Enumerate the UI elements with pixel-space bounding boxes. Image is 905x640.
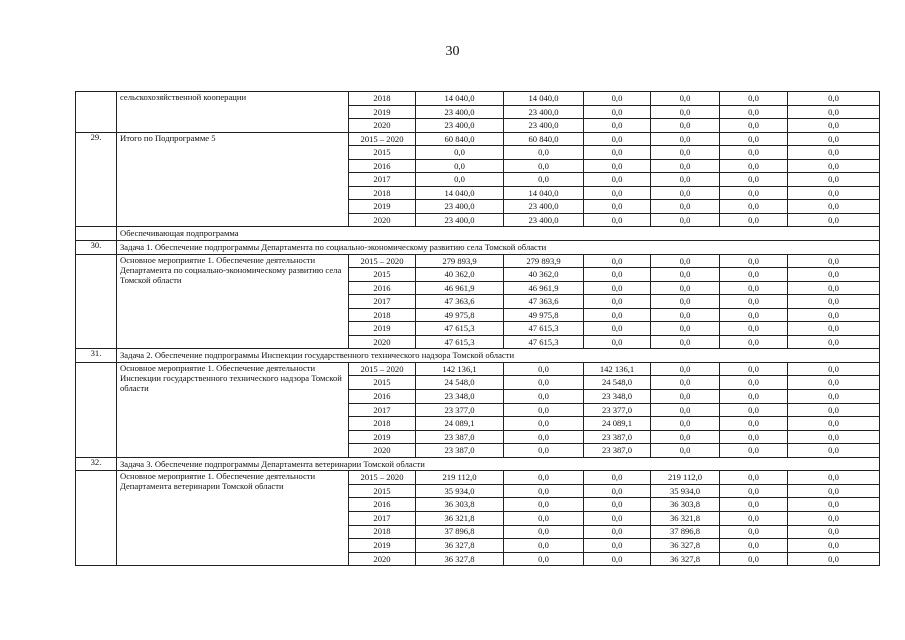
amount-cell: 0,0 — [584, 539, 651, 553]
amount-cell: 0,0 — [720, 146, 788, 160]
year-cell: 2015 — [349, 376, 416, 390]
amount-cell: 0,0 — [788, 471, 880, 485]
amount-cell: 0,0 — [504, 511, 584, 525]
amount-cell: 0,0 — [651, 119, 720, 133]
amount-cell: 0,0 — [788, 92, 880, 106]
amount-cell: 0,0 — [720, 362, 788, 376]
amount-cell: 279 893,9 — [504, 254, 584, 268]
amount-cell: 0,0 — [584, 525, 651, 539]
amount-cell: 0,0 — [584, 511, 651, 525]
amount-cell: 0,0 — [651, 308, 720, 322]
amount-cell: 24 548,0 — [584, 376, 651, 390]
amount-cell: 0,0 — [584, 335, 651, 349]
year-cell: 2015 — [349, 484, 416, 498]
year-cell: 2018 — [349, 308, 416, 322]
amount-cell: 0,0 — [720, 390, 788, 404]
amount-cell: 0,0 — [584, 92, 651, 106]
amount-cell: 0,0 — [651, 376, 720, 390]
year-cell: 2020 — [349, 444, 416, 458]
amount-cell: 36 327,8 — [651, 552, 720, 566]
row-number — [76, 471, 117, 566]
amount-cell: 0,0 — [788, 159, 880, 173]
amount-cell: 0,0 — [651, 295, 720, 309]
year-cell: 2018 — [349, 186, 416, 200]
amount-cell: 0,0 — [584, 213, 651, 227]
amount-cell: 0,0 — [584, 105, 651, 119]
amount-cell: 0,0 — [788, 417, 880, 431]
amount-cell: 0,0 — [504, 525, 584, 539]
amount-cell: 0,0 — [720, 254, 788, 268]
amount-cell: 23 400,0 — [504, 105, 584, 119]
amount-cell: 0,0 — [651, 105, 720, 119]
budget-table — [75, 91, 880, 566]
year-cell: 2018 — [349, 417, 416, 431]
amount-cell: 0,0 — [651, 417, 720, 431]
table-row — [76, 132, 880, 146]
amount-cell: 0,0 — [504, 498, 584, 512]
amount-cell: 0,0 — [504, 146, 584, 160]
amount-cell: 0,0 — [720, 308, 788, 322]
year-cell: 2017 — [349, 403, 416, 417]
year-cell: 2015 – 2020 — [349, 132, 416, 146]
amount-cell: 0,0 — [651, 362, 720, 376]
amount-cell: 0,0 — [504, 539, 584, 553]
year-cell: 2020 — [349, 119, 416, 133]
amount-cell: 0,0 — [720, 295, 788, 309]
amount-cell: 0,0 — [720, 498, 788, 512]
section-header-row — [76, 241, 880, 255]
year-cell: 2019 — [349, 200, 416, 214]
amount-cell: 0,0 — [788, 132, 880, 146]
amount-cell: 60 840,0 — [416, 132, 504, 146]
amount-cell: 0,0 — [504, 362, 584, 376]
amount-cell: 0,0 — [504, 552, 584, 566]
amount-cell: 0,0 — [788, 484, 880, 498]
amount-cell: 0,0 — [651, 254, 720, 268]
amount-cell: 0,0 — [651, 403, 720, 417]
amount-cell: 23 348,0 — [584, 390, 651, 404]
year-cell: 2019 — [349, 322, 416, 336]
amount-cell: 0,0 — [788, 105, 880, 119]
amount-cell: 0,0 — [584, 308, 651, 322]
year-cell: 2017 — [349, 511, 416, 525]
year-cell: 2015 – 2020 — [349, 362, 416, 376]
amount-cell: 14 040,0 — [504, 186, 584, 200]
amount-cell: 40 362,0 — [504, 268, 584, 282]
amount-cell: 0,0 — [651, 146, 720, 160]
amount-cell: 14 040,0 — [416, 186, 504, 200]
amount-cell: 0,0 — [720, 322, 788, 336]
amount-cell: 23 400,0 — [416, 119, 504, 133]
section-header-text: Задача 1. Обеспечение подпрограммы Департамента по социально-экономическому развитию села Томской области — [117, 241, 880, 255]
amount-cell: 0,0 — [584, 132, 651, 146]
amount-cell: 0,0 — [720, 200, 788, 214]
amount-cell: 36 327,8 — [416, 539, 504, 553]
amount-cell: 46 961,9 — [416, 281, 504, 295]
amount-cell: 0,0 — [720, 471, 788, 485]
amount-cell: 0,0 — [584, 254, 651, 268]
amount-cell: 35 934,0 — [651, 484, 720, 498]
amount-cell: 0,0 — [788, 173, 880, 187]
amount-cell: 47 615,3 — [416, 335, 504, 349]
amount-cell: 0,0 — [788, 539, 880, 553]
row-number: 30. — [76, 241, 117, 255]
amount-cell: 0,0 — [504, 430, 584, 444]
amount-cell: 0,0 — [788, 295, 880, 309]
amount-cell: 0,0 — [788, 376, 880, 390]
amount-cell: 14 040,0 — [504, 92, 584, 106]
amount-cell: 0,0 — [651, 335, 720, 349]
amount-cell: 0,0 — [788, 498, 880, 512]
amount-cell: 0,0 — [788, 362, 880, 376]
amount-cell: 0,0 — [504, 444, 584, 458]
year-cell: 2019 — [349, 430, 416, 444]
activity-name: Основное мероприятие 1. Обеспечение деятельности Департамента по социально-экономическому развитию села Томской области — [117, 254, 349, 349]
amount-cell: 0,0 — [584, 186, 651, 200]
amount-cell: 46 961,9 — [504, 281, 584, 295]
amount-cell: 0,0 — [584, 119, 651, 133]
amount-cell: 0,0 — [788, 200, 880, 214]
year-cell: 2016 — [349, 498, 416, 512]
amount-cell: 24 089,1 — [584, 417, 651, 431]
amount-cell: 0,0 — [720, 525, 788, 539]
activity-name: сельскохозяйственной кооперации — [117, 92, 349, 133]
amount-cell: 0,0 — [720, 281, 788, 295]
amount-cell: 0,0 — [720, 376, 788, 390]
row-number — [76, 254, 117, 349]
amount-cell: 0,0 — [720, 186, 788, 200]
amount-cell: 23 387,0 — [416, 430, 504, 444]
amount-cell: 0,0 — [720, 417, 788, 431]
amount-cell: 0,0 — [584, 173, 651, 187]
amount-cell: 0,0 — [788, 146, 880, 160]
amount-cell: 0,0 — [584, 471, 651, 485]
amount-cell: 0,0 — [504, 173, 584, 187]
amount-cell: 0,0 — [788, 213, 880, 227]
amount-cell: 0,0 — [720, 159, 788, 173]
year-cell: 2015 – 2020 — [349, 254, 416, 268]
table-row — [76, 92, 880, 106]
amount-cell: 0,0 — [788, 119, 880, 133]
amount-cell: 23 400,0 — [416, 200, 504, 214]
amount-cell: 36 303,8 — [651, 498, 720, 512]
amount-cell: 0,0 — [788, 268, 880, 282]
amount-cell: 49 975,8 — [416, 308, 504, 322]
amount-cell: 36 303,8 — [416, 498, 504, 512]
amount-cell: 40 362,0 — [416, 268, 504, 282]
amount-cell: 0,0 — [651, 200, 720, 214]
amount-cell: 0,0 — [504, 376, 584, 390]
year-cell: 2016 — [349, 159, 416, 173]
amount-cell: 0,0 — [651, 132, 720, 146]
amount-cell: 0,0 — [504, 159, 584, 173]
page-number: 30 — [445, 44, 460, 59]
section-header-row — [76, 349, 880, 363]
row-number — [76, 92, 117, 133]
amount-cell: 0,0 — [651, 268, 720, 282]
row-number: 29. — [76, 132, 117, 227]
amount-cell: 47 363,6 — [504, 295, 584, 309]
amount-cell: 47 615,3 — [504, 335, 584, 349]
amount-cell: 0,0 — [504, 471, 584, 485]
amount-cell: 0,0 — [651, 281, 720, 295]
year-cell: 2016 — [349, 390, 416, 404]
section-header-row — [76, 457, 880, 471]
year-cell: 2019 — [349, 539, 416, 553]
amount-cell: 0,0 — [720, 484, 788, 498]
amount-cell: 0,0 — [584, 268, 651, 282]
year-cell: 2018 — [349, 525, 416, 539]
amount-cell: 0,0 — [584, 281, 651, 295]
amount-cell: 23 400,0 — [504, 200, 584, 214]
amount-cell: 142 136,1 — [584, 362, 651, 376]
row-number — [76, 362, 117, 457]
amount-cell: 47 615,3 — [504, 322, 584, 336]
amount-cell: 23 400,0 — [504, 119, 584, 133]
amount-cell: 0,0 — [416, 159, 504, 173]
amount-cell: 23 400,0 — [504, 213, 584, 227]
amount-cell: 0,0 — [720, 119, 788, 133]
amount-cell: 0,0 — [720, 444, 788, 458]
amount-cell: 60 840,0 — [504, 132, 584, 146]
amount-cell: 0,0 — [720, 430, 788, 444]
table-row — [76, 471, 880, 485]
amount-cell: 37 896,8 — [651, 525, 720, 539]
section-header-text: Задача 2. Обеспечение подпрограммы Инспекции государственного технического надзора Томской области — [117, 349, 880, 363]
amount-cell: 0,0 — [788, 281, 880, 295]
row-number — [76, 227, 117, 241]
amount-cell: 0,0 — [416, 173, 504, 187]
amount-cell: 0,0 — [720, 132, 788, 146]
amount-cell: 0,0 — [788, 403, 880, 417]
budget-table-body — [76, 92, 880, 566]
amount-cell: 23 400,0 — [416, 105, 504, 119]
year-cell: 2015 – 2020 — [349, 471, 416, 485]
amount-cell: 37 896,8 — [416, 525, 504, 539]
amount-cell: 0,0 — [416, 146, 504, 160]
amount-cell: 0,0 — [584, 498, 651, 512]
amount-cell: 0,0 — [788, 430, 880, 444]
amount-cell: 0,0 — [788, 552, 880, 566]
amount-cell: 0,0 — [651, 390, 720, 404]
amount-cell: 0,0 — [584, 159, 651, 173]
row-number: 32. — [76, 457, 117, 471]
section-header-text: Обеспечивающая подпрограмма — [117, 227, 880, 241]
amount-cell: 0,0 — [788, 444, 880, 458]
amount-cell: 0,0 — [651, 213, 720, 227]
amount-cell: 24 089,1 — [416, 417, 504, 431]
year-cell: 2017 — [349, 173, 416, 187]
amount-cell: 0,0 — [720, 403, 788, 417]
amount-cell: 0,0 — [584, 322, 651, 336]
amount-cell: 0,0 — [720, 105, 788, 119]
amount-cell: 0,0 — [788, 186, 880, 200]
amount-cell: 0,0 — [504, 390, 584, 404]
amount-cell: 36 327,8 — [651, 539, 720, 553]
amount-cell: 36 327,8 — [416, 552, 504, 566]
amount-cell: 36 321,8 — [651, 511, 720, 525]
amount-cell: 0,0 — [720, 213, 788, 227]
amount-cell: 0,0 — [651, 444, 720, 458]
amount-cell: 35 934,0 — [416, 484, 504, 498]
amount-cell: 36 321,8 — [416, 511, 504, 525]
amount-cell: 0,0 — [584, 484, 651, 498]
year-cell: 2020 — [349, 335, 416, 349]
year-cell: 2018 — [349, 92, 416, 106]
activity-name: Основное мероприятие 1. Обеспечение деятельности Инспекции государственного технического надзора Томской области — [117, 362, 349, 457]
amount-cell: 0,0 — [720, 335, 788, 349]
amount-cell: 219 112,0 — [416, 471, 504, 485]
year-cell: 2015 — [349, 268, 416, 282]
year-cell: 2016 — [349, 281, 416, 295]
amount-cell: 0,0 — [504, 403, 584, 417]
amount-cell: 0,0 — [720, 511, 788, 525]
amount-cell: 0,0 — [788, 511, 880, 525]
amount-cell: 23 348,0 — [416, 390, 504, 404]
amount-cell: 0,0 — [651, 430, 720, 444]
amount-cell: 0,0 — [788, 390, 880, 404]
amount-cell: 0,0 — [584, 146, 651, 160]
amount-cell: 23 387,0 — [584, 444, 651, 458]
amount-cell: 47 363,6 — [416, 295, 504, 309]
amount-cell: 0,0 — [788, 525, 880, 539]
amount-cell: 23 387,0 — [416, 444, 504, 458]
amount-cell: 0,0 — [788, 254, 880, 268]
amount-cell: 142 136,1 — [416, 362, 504, 376]
amount-cell: 0,0 — [720, 92, 788, 106]
amount-cell: 219 112,0 — [651, 471, 720, 485]
amount-cell: 0,0 — [584, 200, 651, 214]
amount-cell: 23 400,0 — [416, 213, 504, 227]
year-cell: 2020 — [349, 213, 416, 227]
amount-cell: 23 387,0 — [584, 430, 651, 444]
year-cell: 2015 — [349, 146, 416, 160]
year-cell: 2020 — [349, 552, 416, 566]
amount-cell: 0,0 — [651, 173, 720, 187]
amount-cell: 0,0 — [584, 552, 651, 566]
amount-cell: 0,0 — [651, 92, 720, 106]
amount-cell: 23 377,0 — [416, 403, 504, 417]
section-header-row — [76, 227, 880, 241]
amount-cell: 49 975,8 — [504, 308, 584, 322]
amount-cell: 0,0 — [788, 322, 880, 336]
amount-cell: 279 893,9 — [416, 254, 504, 268]
year-cell: 2019 — [349, 105, 416, 119]
amount-cell: 0,0 — [720, 268, 788, 282]
section-header-text: Задача 3. Обеспечение подпрограммы Департамента ветеринарии Томской области — [117, 457, 880, 471]
table-row — [76, 254, 880, 268]
amount-cell: 0,0 — [504, 417, 584, 431]
amount-cell: 0,0 — [651, 186, 720, 200]
activity-name: Итого по Подпрограмме 5 — [117, 132, 349, 227]
amount-cell: 0,0 — [720, 173, 788, 187]
amount-cell: 0,0 — [788, 335, 880, 349]
table-row — [76, 362, 880, 376]
amount-cell: 14 040,0 — [416, 92, 504, 106]
activity-name: Основное мероприятие 1. Обеспечение деятельности Департамента ветеринарии Томской области — [117, 471, 349, 566]
amount-cell: 0,0 — [720, 539, 788, 553]
year-cell: 2017 — [349, 295, 416, 309]
amount-cell: 47 615,3 — [416, 322, 504, 336]
amount-cell: 0,0 — [651, 322, 720, 336]
amount-cell: 0,0 — [788, 308, 880, 322]
amount-cell: 0,0 — [584, 295, 651, 309]
amount-cell: 24 548,0 — [416, 376, 504, 390]
amount-cell: 23 377,0 — [584, 403, 651, 417]
row-number: 31. — [76, 349, 117, 363]
amount-cell: 0,0 — [651, 159, 720, 173]
amount-cell: 0,0 — [504, 484, 584, 498]
amount-cell: 0,0 — [720, 552, 788, 566]
